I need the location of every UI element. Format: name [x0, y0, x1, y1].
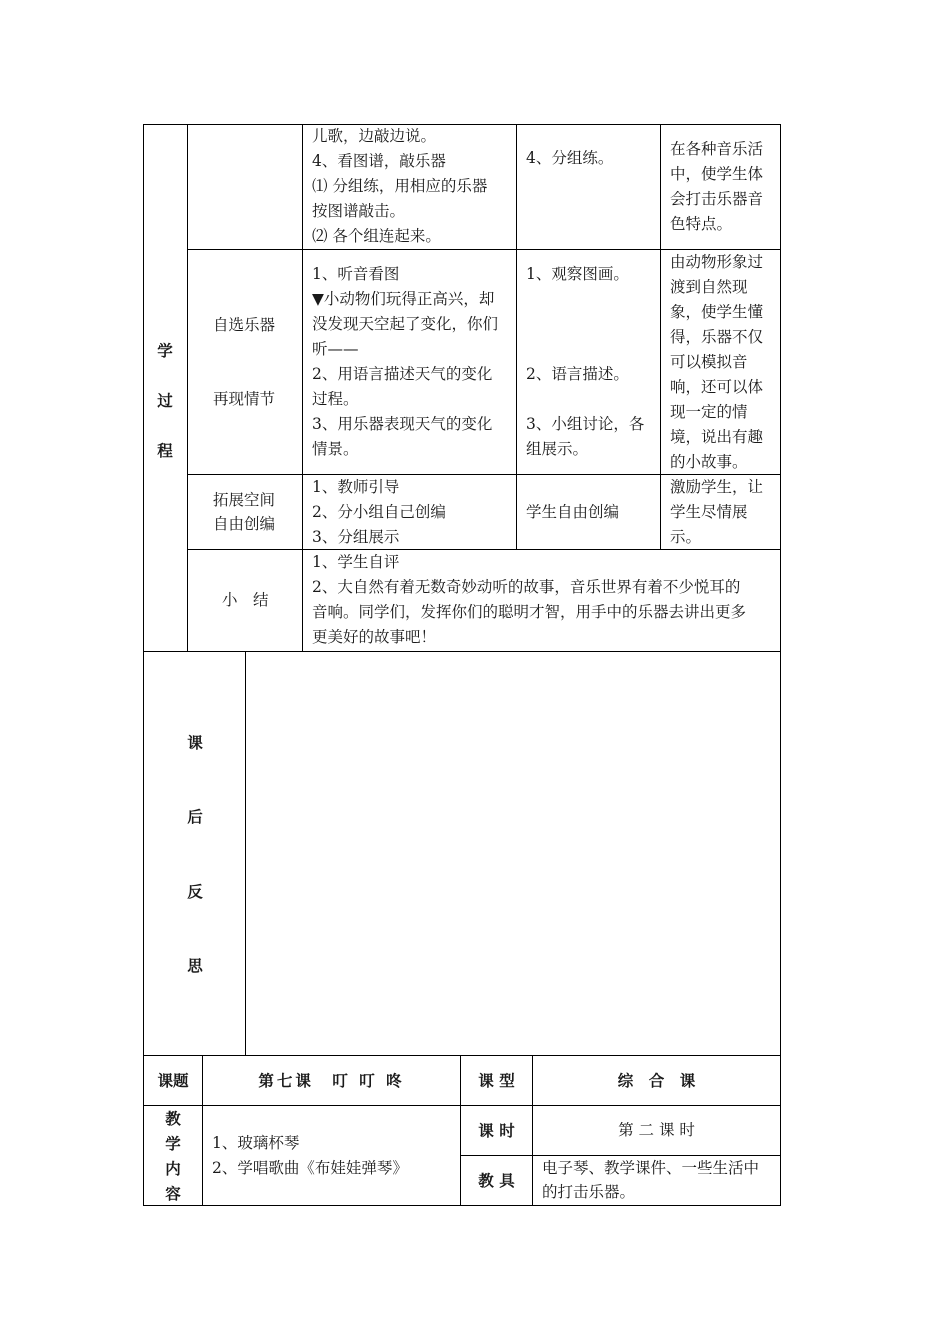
topic-value: 第七课 叮 叮 咚 [258, 1071, 405, 1090]
hours-value: 第 二 课 时 [618, 1121, 695, 1139]
hours-label: 课 时 [478, 1121, 515, 1140]
summary-label: 小 结 [222, 591, 269, 609]
row3-student: 学生自由创编 [526, 503, 620, 521]
topic-label: 课题 [157, 1071, 189, 1090]
row2-student-2: 2、语言描述。 [526, 365, 629, 383]
row2-step-b: 再现情节 [213, 390, 276, 408]
tools-label: 教 具 [478, 1171, 515, 1190]
row2-step-a: 自选乐器 [213, 316, 276, 334]
row1-student: 4、分组练。 [526, 149, 614, 167]
type-label: 课 型 [478, 1071, 515, 1090]
type-value: 综 合 课 [617, 1071, 696, 1090]
row2-student-1: 1、观察图画。 [526, 265, 629, 283]
reflection-content[interactable] [250, 656, 775, 1050]
